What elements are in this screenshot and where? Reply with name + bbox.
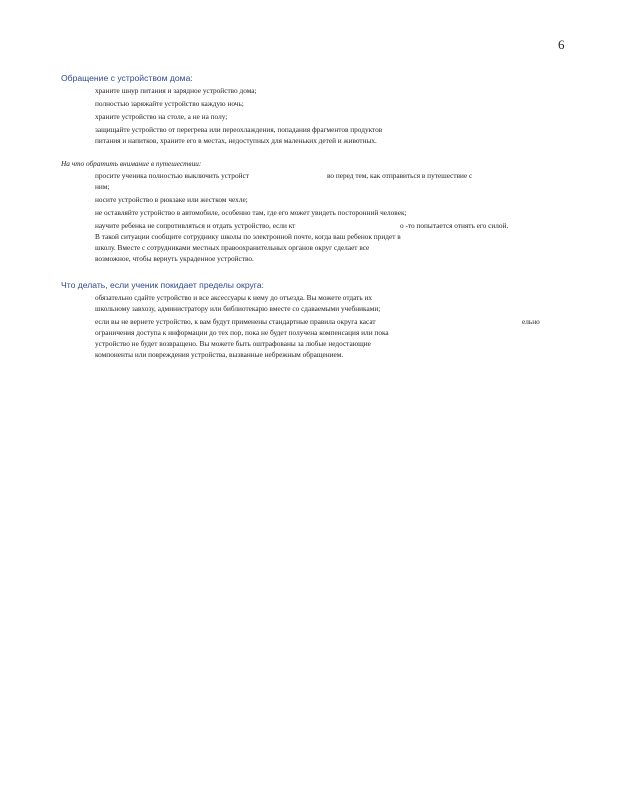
list-item-continuation: во перед тем, как отправиться в путешествие с <box>327 171 473 180</box>
list-item-continuation: школу. Вместе с сотрудниками местных правоохранительных органов округ сделает все <box>95 243 370 252</box>
list-item-continuation: питания и напитков, храните его в местах, недоступных для маленьких детей и животных. <box>95 136 377 145</box>
section-heading-travel: На что обратить внимание в путешествии: <box>61 159 202 168</box>
list-item: если вы не вернете устройство, к вам будут применены стандартные правила округа касат <box>95 317 376 326</box>
list-item: храните устройство на столе, а не на полу; <box>95 112 228 121</box>
section-heading-leaving: Что делать, если ученик покидает пределы округа: <box>61 280 264 290</box>
list-item: научите ребенка не сопротивляться и отдать устройство, если кт <box>95 221 296 230</box>
list-item-continuation: компоненты или повреждения устройства, вызванные небрежным обращением. <box>95 350 344 359</box>
list-item: храните шнур питания и зарядное устройство дома; <box>95 86 257 95</box>
list-item-continuation: ельно <box>522 317 540 326</box>
list-item: просите ученика полностью выключить устройст <box>95 171 249 180</box>
list-item-continuation: возможное, чтобы вернуть украденное устройство. <box>95 254 254 263</box>
list-item-continuation: В такой ситуации сообщите сотруднику школы по электронной почте, когда ваш ребенок придет в <box>95 232 401 241</box>
page-number: 6 <box>558 37 565 52</box>
list-item-continuation: о -то попытается отнять его силой. <box>400 221 509 230</box>
section-heading-home: Обращение с устройством дома: <box>61 73 193 83</box>
list-item-continuation: школьному завхозу, администратору или библиотекарю вместе со сдаваемыми учебниками; <box>95 304 381 313</box>
list-item-continuation: устройство не будет возвращено. Вы можете быть оштрафованы за любые недостающие <box>95 339 371 348</box>
list-item: полностью заряжайте устройство каждую ночь; <box>95 99 244 108</box>
list-item: не оставляйте устройство в автомобиле, особенно там, где его может увидеть посторонний человек; <box>95 208 407 217</box>
list-item: носите устройство в рюкзаке или жестком чехле; <box>95 195 248 204</box>
list-item-continuation: ним; <box>95 182 110 191</box>
list-item: защищайте устройство от перегрева или переохлаждения, попадания фрагментов продуктов <box>95 125 383 134</box>
list-item: обязательно сдайте устройство и все аксессуары к нему до отъезда. Вы можете отдать их <box>95 293 373 302</box>
list-item-continuation: ограничения доступа к информации до тех пор, пока не будет получена компенсация или пока <box>95 328 389 337</box>
